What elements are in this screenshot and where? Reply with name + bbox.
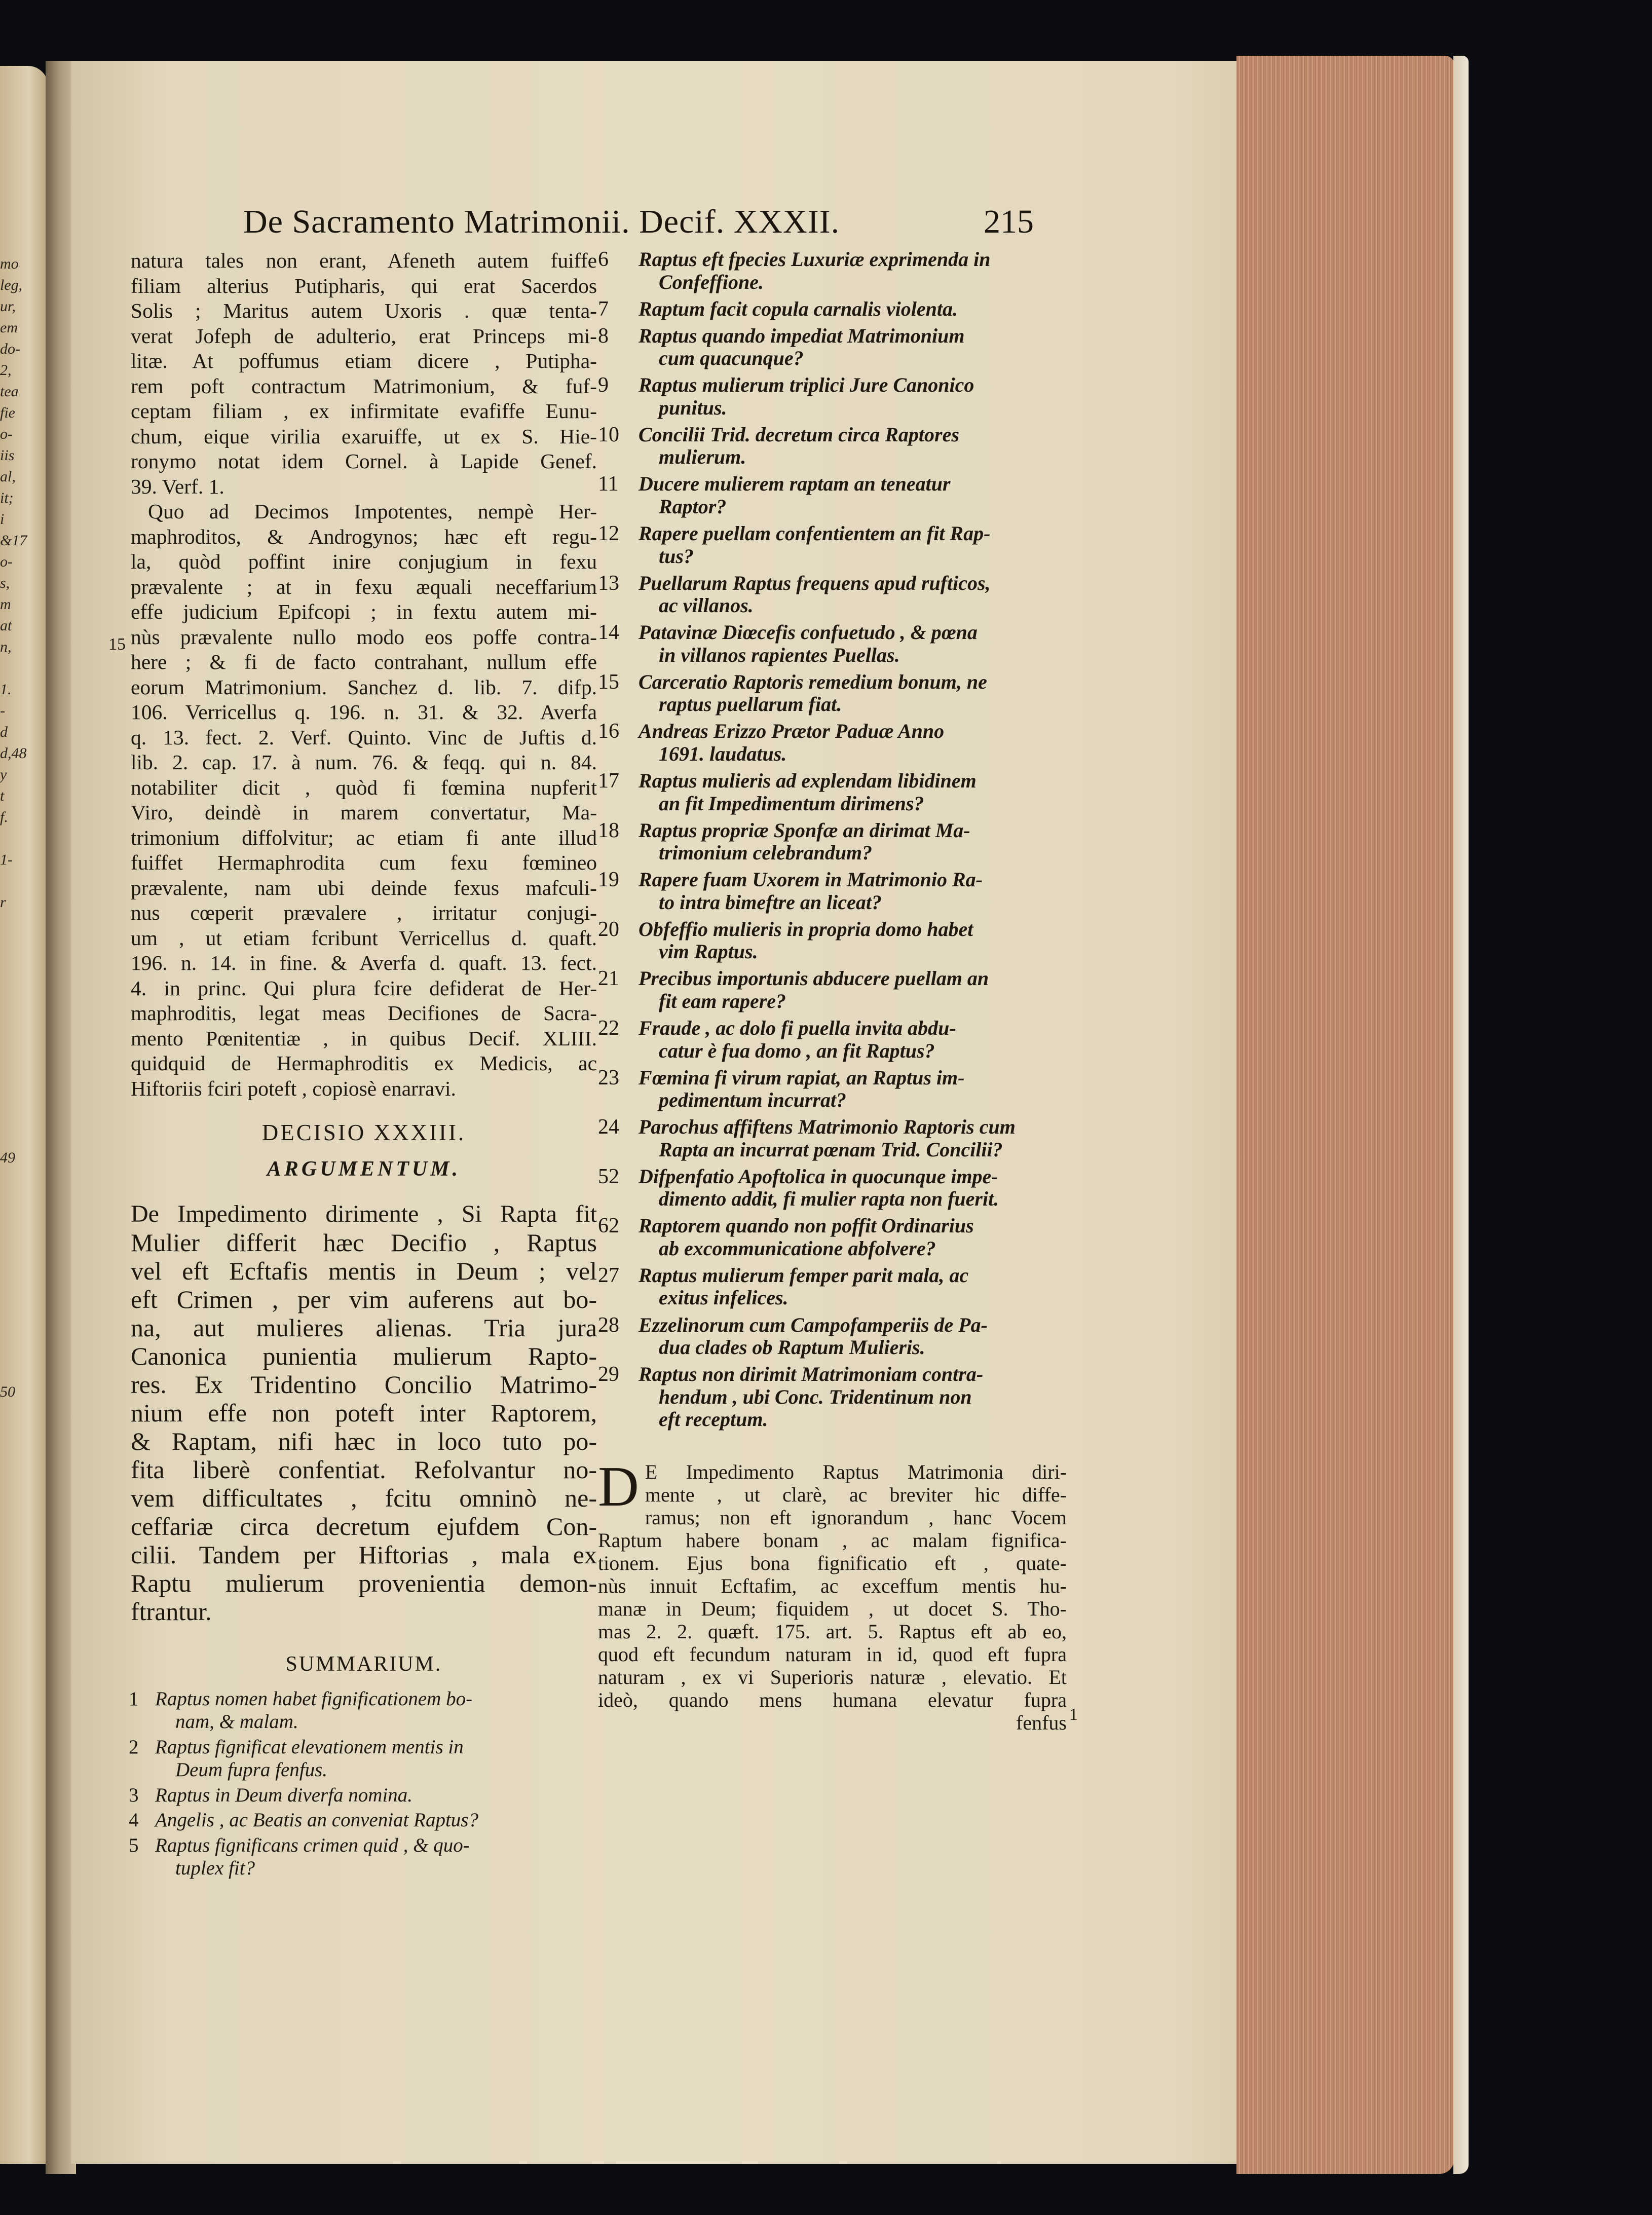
summarium-item [598,967,1067,1012]
body-line: mas 2. 2. quæft. 175. art. 5. Raptus eft ab eo, [598,1620,1067,1643]
previous-page-margin-text [0,253,27,1403]
text-line: ceptam filiam , ex infirmitate evafiffe Eunu- [131,399,597,423]
summarium-item [598,1017,1067,1062]
argumentum-text [131,1200,597,1626]
summarium-item-text: trimonium celebrandum? [659,841,873,865]
summarium-item-text: Raptus non dirimit Matrimoniam contra- [639,1363,984,1386]
margin-fragment: fie [0,404,15,421]
argumentum-heading: ARGUMENTUM. [267,1157,461,1181]
text-line: verat Jofeph de adulterio, erat Princeps mi- [131,324,597,348]
summarium-item-text: Fraude , ac dolo fi puella invita abdu- [639,1017,956,1039]
summarium-item-text: Concilii Trid. decretum circa Raptores [639,423,959,446]
margin-fragment [0,1041,20,1062]
margin-fragment: d,48 [0,745,27,762]
text-line: nùs prævalente nullo modo eos poffe contra- [131,625,597,649]
text-line: la, quòd poffint inire conjugium in fexu [131,550,597,573]
summarium-item [598,325,1067,370]
summarium-item-number: 17 [598,769,619,793]
summarium-item-text: Raptus fignificans crimen quid , & quo- [155,1834,470,1856]
summarium-item [598,1363,1067,1431]
summarium-item-text: Raptus mulierum triplici Jure Canonico [639,373,974,397]
summarium-item-number: 52 [598,1165,619,1188]
summarium-item-text: Andreas Erizzo Prætor Paduæ Anno [639,720,945,743]
decisio-body [598,1455,1067,1734]
summarium-item-number: 14 [598,621,619,645]
body-line: tionem. Ejus bona fignificatio eft , quate- [598,1551,1067,1574]
margin-fragment: ur, [0,298,16,315]
margin-fragment: y [0,766,7,783]
summarium-item-text: Raptum facit copula carnalis violenta. [639,297,958,320]
text-line: lib. 2. cap. 17. à num. 76. & feqq. qui n. 84. [131,750,597,774]
margin-fragment: - [0,702,5,719]
text-line: Raptu mulierum provenientia demon- [131,1569,597,1597]
summarium-item-text: Rapere puellam confentientem an fit Rap- [639,522,991,545]
text-line: fuiffet Hermaphrodita cum fexu fœmineo [131,851,597,874]
text-line: Canonica punientia mulierum Rapto- [131,1342,597,1370]
summarium-item-text: Angelis , ac Beatis an conveniat Raptus? [155,1809,478,1831]
margin-fragment [0,1275,20,1296]
margin-fragment: 49 [0,1149,15,1166]
margin-fragment: o- [0,426,13,442]
summarium-item [598,1264,1067,1309]
summarium-item [598,869,1067,914]
text-line: nus cœperit prævalere , irritatur conjugi- [131,901,597,924]
summarium-item-number: 15 [598,670,619,694]
summarium-item-number: 3 [129,1784,139,1806]
summarium-item [131,1809,597,1832]
summarium-item-text: nam, & malam. [175,1711,298,1733]
summarium-item-text: Raptus nomen habet fignificationem bo- [155,1687,473,1710]
margin-fragment: do- [0,341,20,357]
margin-fragment [0,1020,20,1041]
margin-fragment [0,956,20,977]
summarium-item-text: vim Raptus. [659,940,758,963]
text-line: maphroditos, & Androgynos; hæc eft regu- [131,524,597,548]
margin-fragment [0,828,20,849]
summarium-item-number: 28 [598,1313,619,1337]
text-line: fita liberè confentiat. Refolvantur no- [131,1455,597,1484]
summarium-list [131,1687,597,1880]
text-line: eft Crimen , per vim auferens aut bo- [131,1285,597,1313]
text-line: vem difficultates , fcitu omninò ne- [131,1484,597,1512]
summarium-item-text: Obfeffio mulieris in propria domo habet [639,917,973,941]
summarium-item-text: Raptus eft fpecies Luxuriæ exprimenda in [639,248,991,271]
summarium-item-text: Raptus mulierum femper parit mala, ac [639,1263,969,1287]
summarium-item-number: 24 [598,1115,619,1139]
text-line: De Impedimento dirimente , Si Rapta fit [131,1200,597,1227]
text-line: Mulier differit hæc Decifio , Raptus [131,1228,597,1257]
summarium-item-text: ab excommunicatione abfolvere? [659,1236,936,1260]
text-line: litæ. At poffumus etiam dicere , Putipha- [131,349,597,372]
summarium-item-text: hendum , ubi Conc. Tridentinum non [659,1385,972,1408]
text-line: effe judicium Epifcopi ; in fextu autem mi- [131,600,597,623]
summarium-item-number: 2 [129,1736,139,1758]
text-line: 4. in princ. Qui plura fcire defiderat de Her- [131,976,597,1000]
summarium-item [598,374,1067,419]
summarium-item-number: 21 [598,967,619,991]
summarium-item [131,1784,597,1807]
decisio-heading: DECISIO XXXIII. [261,1120,466,1145]
summarium-item [598,1314,1067,1359]
margin-fragment: 1. [0,681,12,698]
summarium-item [598,770,1067,815]
summarium-item-text: Ezzelinorum cum Campofamperiis de Pa- [639,1313,988,1336]
body-line: ideò, quando mens humana elevatur fupra [598,1688,1067,1711]
body-line: E Impedimento Raptus Matrimonia diri- [645,1460,1067,1483]
margin-fragment [0,1126,20,1147]
margin-fragment: em [0,319,18,336]
summarium-item [598,298,1067,321]
left-column [131,248,597,1882]
margin-fragment [0,658,20,679]
summarium-item-number: 9 [598,373,609,397]
right-column [598,248,1067,1734]
margin-fragment [0,871,20,892]
summarium-item-text: tuplex fit? [175,1857,255,1879]
summarium-item [598,473,1067,518]
summarium-item [598,1067,1067,1112]
running-header [243,203,1034,243]
margin-fragment: at [0,617,12,634]
summarium-item-text: Difpenfatio Apoftolica in quocunque impe- [639,1165,998,1188]
summarium-item-text: ac villanos. [659,594,754,617]
margin-fragment: d [0,724,8,740]
summarium-item-number: 29 [598,1363,619,1386]
summarium-item-text: Raptus quando impediat Matrimonium [639,324,965,347]
summarium-item-number: 5 [129,1834,139,1856]
margin-fragment: al, [0,468,16,485]
summarium-item [598,424,1067,469]
margin-fragment: mo [0,255,19,272]
summarium-item-text: tus? [659,544,694,568]
paragraph-continuation [131,248,597,499]
margin-fragment: f. [0,809,8,825]
margin-fragment [0,1296,20,1318]
margin-fragment: iis [0,447,15,464]
text-line: here ; & fi de facto contrahant, nullum effe [131,650,597,673]
text-line: rem poft contractum Matrimonium, & fuf- [131,374,597,398]
summarium-item-text: Raptus in Deum diverfa nomina. [155,1784,413,1806]
text-line: filiam alterius Putipharis, qui erat Sacerdos [131,274,597,297]
summarium-item-number: 20 [598,917,619,941]
margin-note-15: 15 [108,635,126,654]
summarium-item-text: Rapta an incurrat pœnam Trid. Concilii? [659,1138,1003,1161]
margin-fragment: 2, [0,362,12,379]
margin-fragment: n, [0,639,12,655]
summarium-item-text: Confeffione. [659,270,764,293]
summarium-item [598,1215,1067,1260]
summarium-item-text: dua clades ob Raptum Mulieris. [659,1336,925,1359]
summarium-item-text: Raptor? [659,495,727,518]
summarium-item [598,671,1067,716]
margin-fragment [0,1105,20,1126]
summarium-item [598,621,1067,666]
summarium-item-number: 27 [598,1263,619,1287]
summarium-item-text: to intra bimeftre an liceat? [659,890,882,914]
summarium-item-text: an fit Impedimentum dirimens? [659,792,924,815]
catchword: fenfus [1016,1711,1067,1734]
margin-fragment: 50 [0,1383,15,1400]
summarium-item [598,1166,1067,1211]
text-line: nium effe non poteft inter Raptorem, [131,1399,597,1427]
summarium-item-text: eft receptum. [659,1408,768,1431]
body-line: ramus; non eft ignorandum , hanc Vocem [645,1506,1067,1529]
summarium-item-number: 62 [598,1214,619,1238]
margin-fragment [0,1232,20,1254]
summarium-item-number: 8 [598,324,609,348]
summarium-item-text: in villanos rapientes Puellas. [659,643,900,666]
summarium-list-continued [598,248,1067,1431]
margin-fragment [0,1062,20,1083]
summarium-item-text: Carceratio Raptoris remedium bonum, ne [639,670,987,693]
text-line: Viro, deindè in marem convertatur, Ma- [131,801,597,824]
text-line: trimonium diffolvitur; ac etiam fi ante illud [131,825,597,849]
margin-fragment [0,1318,20,1339]
text-line: na, aut mulieres alienas. Tria jura [131,1313,597,1342]
text-line: & Raptam, nifi hæc in loco tuto po- [131,1427,597,1455]
summarium-item-number: 16 [598,720,619,743]
summarium-item-text: catur è fua domo , an fit Raptus? [659,1039,935,1062]
summarium-item-text: Rapere fuam Uxorem in Matrimonio Ra- [639,868,983,891]
margin-fragment: tea [0,383,19,400]
summarium-item-text: Raptus mulieris ad explendam libidinem [639,769,977,793]
summarium-item-number: 19 [598,868,619,892]
summarium-item-text: Deum fupra fenfus. [175,1759,328,1781]
body-line: manæ in Deum; fiquidem , ut docet S. Tho- [598,1597,1067,1620]
text-line: Solis ; Maritus autem Uxoris . quæ tenta- [131,299,597,322]
text-line: 196. n. 14. in fine. & Averfa d. quaft. 13. fect. [131,951,597,974]
body-line: nùs innuit Ecftafim, ac exceffum mentis hu- [598,1574,1067,1597]
summarium-item [131,1736,597,1782]
margin-fragment [0,998,20,1020]
summarium-item [598,248,1067,293]
text-line: 106. Verricellus q. 196. n. 31. & 32. Averfa [131,700,597,724]
margin-fragment: it; [0,490,14,506]
text-line: Hiftoriis fciri poteft , copiosè enarravi. [131,1076,456,1100]
margin-fragment: t [0,787,5,804]
body-line: naturam , ex vi Superioris naturæ , elevatio. Et [598,1665,1067,1688]
summarium-item-number: 11 [598,472,619,496]
summarium-item-text: mulierum. [659,445,746,469]
text-line: q. 13. fect. 2. Verf. Quinto. Vinc de Juftis d. [131,725,597,749]
summarium-item-text: Puellarum Raptus frequens apud rufticos, [639,571,991,594]
summarium-item-text: punitus. [659,396,727,419]
summarium-item [598,522,1067,568]
summarium-item-text: Raptus propriæ Sponfæ an dirimat Ma- [639,818,970,842]
summarium-item-text: Parochus affiftens Matrimonio Raptoris cum [639,1115,1016,1139]
summarium-item-text: Ducere mulierem raptam an teneatur [639,472,951,496]
summarium-heading: SUMMARIUM. [285,1653,442,1676]
margin-fragment [0,1360,20,1381]
page-block-edges [1236,56,1454,2174]
text-line: ceffariæ circa decretum ejufdem Con- [131,1512,597,1541]
summarium-item-number: 18 [598,818,619,842]
margin-fragment [0,1339,20,1360]
paragraph-impotentes [131,499,597,1101]
summarium-item-number: 6 [598,248,609,271]
summarium-item [598,1116,1067,1161]
margin-fragment: s, [0,575,10,591]
text-line: vel eft Ecftafis mentis in Deum ; vel [131,1257,597,1285]
summarium-item-text: fit eam rapere? [659,989,786,1012]
body-line: quod eft fecundum naturam in id, quod eft fupra [598,1642,1067,1666]
summarium-item-text: raptus puellarum fiat. [659,693,842,716]
body-line: Raptum habere bonam , ac malam fignifica- [598,1528,1067,1552]
text-line: prævalente ; at in fexu æquali neceffarium [131,575,597,598]
text-line: Quo ad Decimos Impotentes, nempè Her- [148,500,597,523]
text-line: natura tales non erant, Afeneth autem fuiffe [131,249,597,272]
margin-note-1: 1 [1069,1705,1078,1724]
summarium-item [598,918,1067,963]
summarium-item-number: 13 [598,571,619,595]
margin-fragment: r [0,894,6,911]
text-line: mento Pœnitentiæ , in quibus Decif. XLIII. [131,1026,597,1050]
summarium-item-text: exitus infelices. [659,1286,789,1309]
summarium-item-text: Fœmina fi virum rapiat, an Raptus im- [639,1066,965,1089]
summarium-item-text: cum quacunque? [659,347,804,370]
summarium-item-number: 23 [598,1066,619,1090]
text-line: quidquid de Hermaphroditis ex Medicis, ac [131,1052,597,1075]
margin-fragment: 1- [0,851,13,868]
summarium-item-number: 10 [598,423,619,446]
text-line: cilii. Tandem per Hiftorias , mala ex [131,1541,597,1569]
text-line: eorum Matrimonium. Sanchez d. lib. 7. difp. [131,675,597,699]
margin-fragment: m [0,596,11,613]
margin-fragment: leg, [0,277,23,293]
margin-fragment [0,1169,20,1190]
summarium-item-text: dimento addit, fi mulier rapta non fuerit. [659,1187,999,1211]
summarium-item [131,1687,597,1734]
text-line: prævalente, nam ubi deinde fexus mafculi- [131,876,597,899]
body-line: mente , ut clarè, ac breviter hic diffe- [645,1483,1067,1506]
text-line: ronymo notat idem Cornel. à Lapide Genef. [131,449,597,473]
margin-fragment [0,1083,20,1105]
margin-fragment: o- [0,553,13,570]
summarium-item-text: Raptus fignificat elevationem mentis in [155,1736,464,1758]
summarium-item-text: 1691. laudatus. [659,742,787,765]
margin-fragment [0,1254,20,1275]
summarium-item [598,720,1067,765]
summarium-item-number: 1 [129,1687,139,1710]
text-line: ftrantur. [131,1597,212,1626]
page-number: 215 [984,203,1034,240]
margin-fragment [0,977,20,998]
summarium-item [131,1834,597,1880]
summarium-item-text: pedimentum incurrat? [659,1088,847,1112]
text-line: 39. Verf. 1. [131,474,224,498]
margin-fragment: &17 [0,532,27,549]
text-line: maphroditis, legat meas Decifiones de Sacra- [131,1001,597,1025]
text-line: notabiliter dicit , quòd fi fœmina nupferit [131,775,597,799]
summarium-item-number: 22 [598,1017,619,1040]
margin-fragment [0,1211,20,1232]
summarium-item-text: Precibus importunis abducere puellam an [639,967,989,990]
margin-fragment [0,1190,20,1211]
text-line: chum, eique virilia exaruiffe, ut ex S. Hie- [131,424,597,448]
summarium-item [598,572,1067,617]
margin-fragment: i [0,511,5,528]
summarium-item-number: 7 [598,297,609,321]
summarium-item-text: Raptorem quando non poffit Ordinarius [639,1214,974,1237]
drop-cap: D [598,1455,639,1518]
running-title: De Sacramento Matrimonii. Decif. XXXII. [243,203,840,240]
margin-fragment [0,913,20,934]
text-line: res. Ex Tridentino Concilio Matrimo- [131,1370,597,1399]
summarium-item-text: Patavinæ Diœcefis confuetudo , & pœna [639,621,978,644]
summarium-item [598,819,1067,865]
summarium-item-number: 12 [598,522,619,546]
text-line: um , ut etiam fcribunt Verricellus d. quaft. [131,926,597,950]
margin-fragment [0,934,20,956]
summarium-item-number: 4 [129,1809,139,1831]
